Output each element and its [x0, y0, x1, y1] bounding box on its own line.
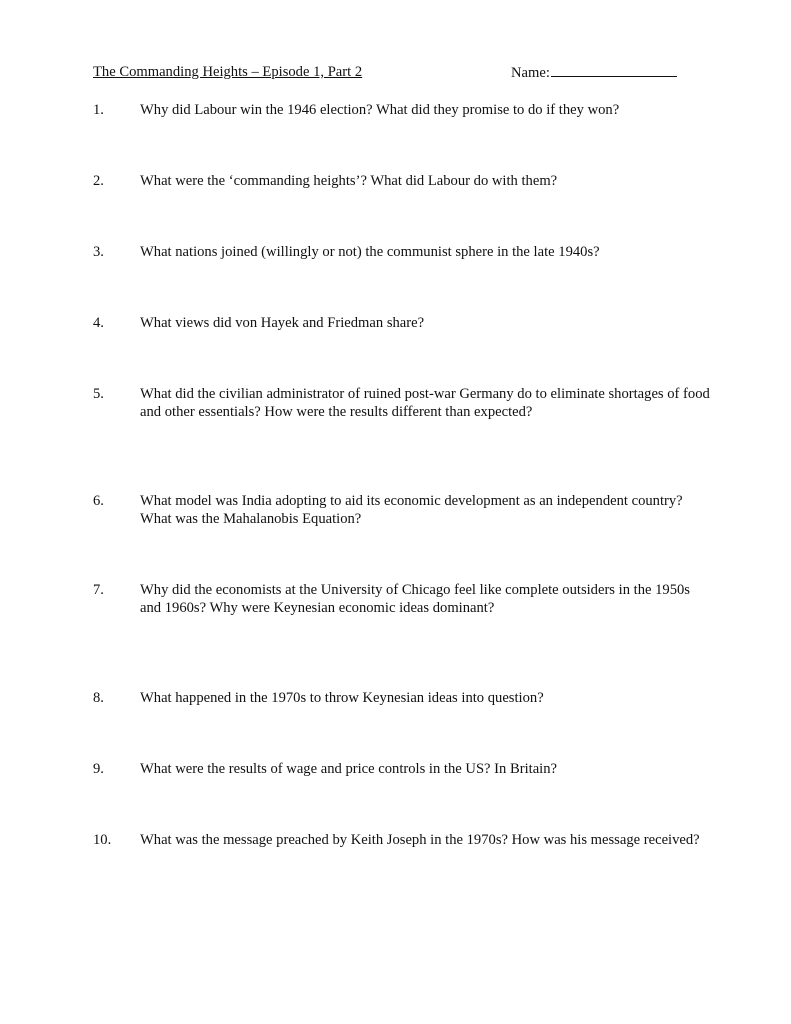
question-number: 5.: [93, 386, 104, 402]
question-number: 4.: [93, 315, 104, 331]
worksheet-title: The Commanding Heights – Episode 1, Part 2: [93, 64, 363, 80]
question-text: Why did Labour win the 1946 election? What did they promise to do if they won?: [140, 102, 620, 118]
question-text: What were the results of wage and price controls in the US? In Britain?: [140, 761, 557, 777]
question-text: What did the civilian administrator of ruined post-war Germany do to eliminate shortages of food and other essentials? How were the results different than expected?: [140, 386, 710, 420]
question-number: 2.: [93, 173, 104, 189]
question-number: 9.: [93, 761, 104, 777]
name-field[interactable]: [511, 64, 677, 82]
question-text: What was the message preached by Keith Joseph in the 1970s? How was his message received?: [140, 832, 700, 848]
question-number: 6.: [93, 493, 104, 509]
question-text: What model was India adopting to aid its economic development as an independent country? What was the Mahalanobis Equation?: [140, 493, 683, 527]
question-text: Why did the economists at the University of Chicago feel like complete outsiders in the 1950s and 1960s? Why were Keynesian economic ideas dominant?: [140, 582, 690, 616]
name-label: Name:: [511, 65, 550, 81]
question-text: What happened in the 1970s to throw Keynesian ideas into question?: [140, 690, 544, 706]
question-text: What were the ‘commanding heights’? What did Labour do with them?: [140, 173, 558, 189]
question-text: What views did von Hayek and Friedman share?: [140, 315, 425, 331]
question-number: 8.: [93, 690, 104, 706]
question-number: 7.: [93, 582, 104, 598]
question-number: 1.: [93, 102, 104, 118]
question-number: 10.: [93, 832, 112, 848]
name-blank-line[interactable]: [551, 64, 677, 77]
question-text: What nations joined (willingly or not) the communist sphere in the late 1940s?: [140, 244, 600, 260]
question-number: 3.: [93, 244, 104, 260]
